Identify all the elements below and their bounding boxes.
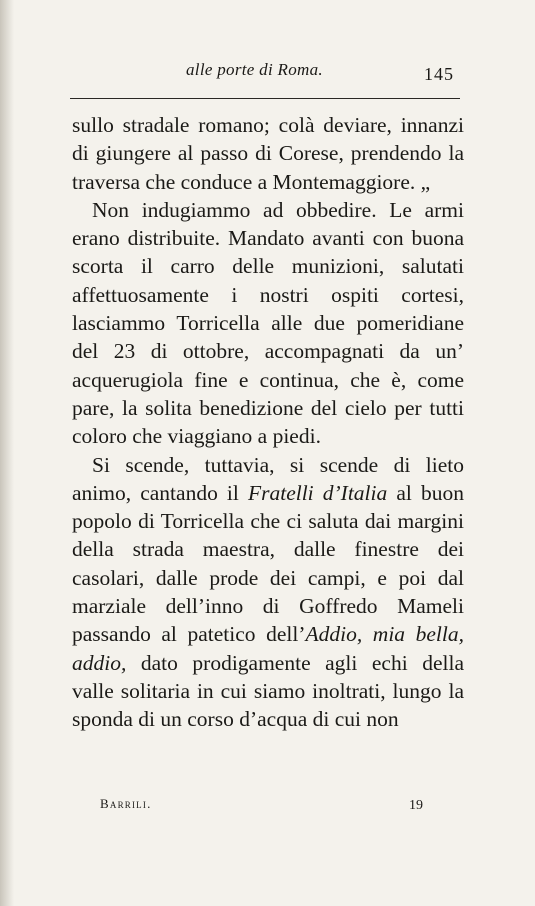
binding-shadow (0, 0, 14, 906)
header-rule (70, 98, 460, 99)
text-run: dato prodigamente agli echi della valle solitaria in cui siamo inoltrati, lungo la sponda di un corso d’acqua di cui non (72, 650, 464, 732)
text-run: al buon popolo di Torricella che ci saluta dai margini della strada maestra, dalle finestre dei casolari, dalle prode dei campi, e poi dal marziale dell’inno di Goffredo Mameli passando al patetico dell’ (72, 480, 464, 647)
text-run: Non indugiammo ad obbedire. Le armi erano distribuite. Mandato avanti con buona scorta il carro delle munizioni, salutati affettuosamente i nostri ospiti cortesi, lasciammo Torricella alle due pomeridiane del 23 di ottobre, accompagnati da un’ acquerugiola fine e continua, che è, come pare, la solita benedizione del cielo per tutti coloro che viaggiano a piedi. (72, 197, 464, 449)
paragraph (72, 196, 464, 451)
paragraph (72, 451, 464, 734)
italic-title: Fratelli d’Italia (247, 480, 388, 505)
italic-title: Addio, mia bella, addio, (72, 622, 464, 675)
signature-mark: Barrili. (100, 796, 152, 811)
text-run: sullo stradale romano; colà deviare, innanzi di giungere al passo di Corese, prendendo la traversa che conduce a Montemaggiore. „ (72, 113, 464, 194)
running-title: alle porte di Roma. (186, 60, 323, 79)
body-text (72, 111, 464, 734)
sheet-number: 19 (409, 798, 423, 813)
page-number: 145 (424, 64, 454, 84)
text-run: Si scende, tuttavia, si scende di lieto animo, cantando il (72, 452, 464, 505)
paragraph (72, 111, 464, 196)
